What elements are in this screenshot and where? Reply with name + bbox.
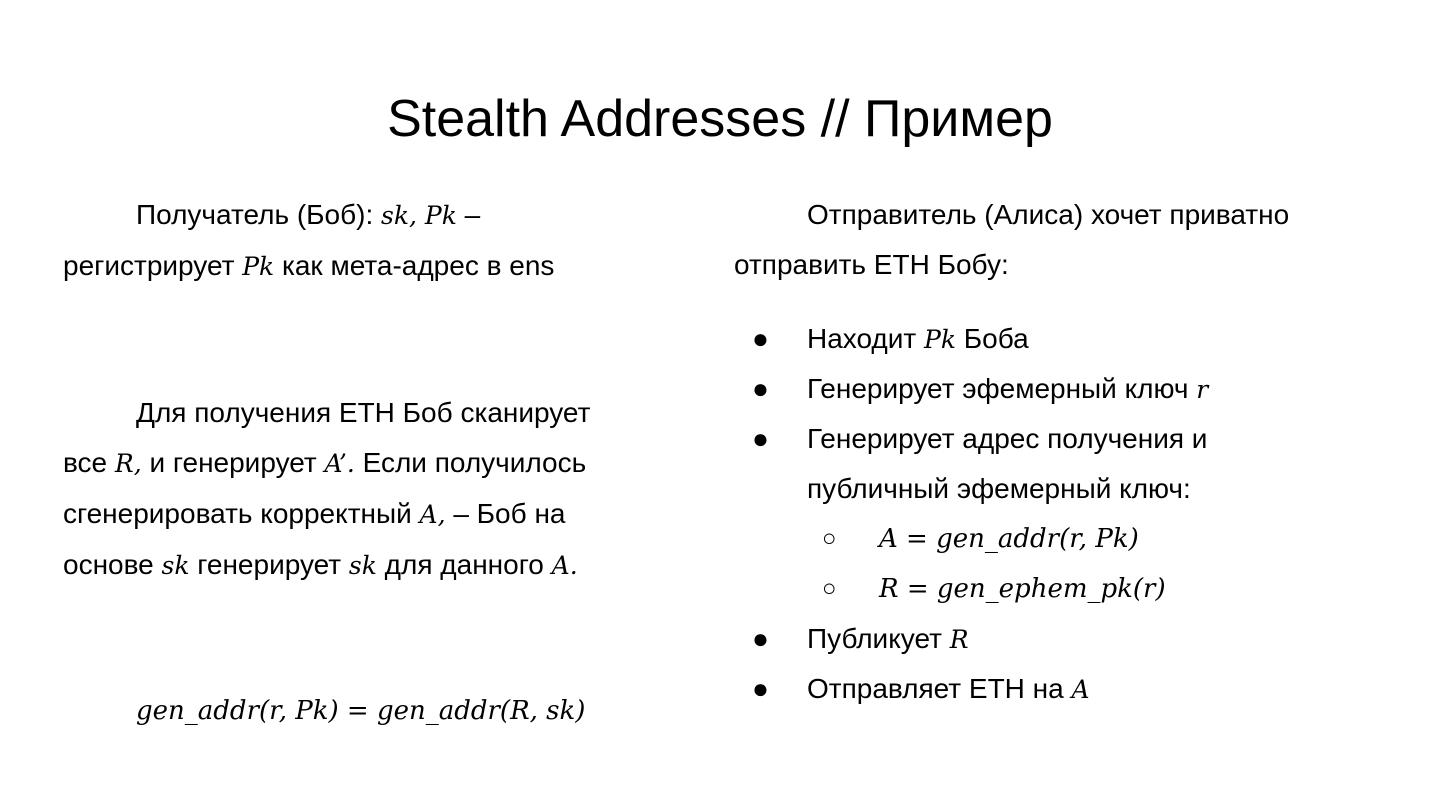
- bullet-icon: ●: [752, 323, 769, 354]
- math-a-prime: A’.: [324, 449, 355, 478]
- list-item: Генерирует эфемерный ключ r: [807, 373, 1209, 404]
- scan-paragraph: Для получения ETH Боб сканирует все R, и генерирует A’. Если получилось сгенерировать корректный A, – Боб на основе sk генерирует sk для данного A.: [63, 397, 591, 580]
- math-a: A.: [551, 551, 578, 580]
- list-item: Отправляет ETH на A: [807, 673, 1090, 704]
- list-item: Публикует R: [807, 623, 969, 654]
- slide-title: Stealth Addresses // Пример: [387, 90, 1053, 148]
- list-item: Находит Pk Боба: [807, 323, 1029, 354]
- math-r: R,: [114, 449, 142, 478]
- math-sk: sk: [161, 551, 190, 580]
- math-a: A,: [419, 500, 446, 529]
- equality-formula: gen_addr(r, Pk) = gen_addr(R, sk): [136, 696, 586, 726]
- receiver-paragraph: Получатель (Боб): sk, Pk – регистрирует Pk как мета-адрес в ens: [63, 199, 555, 281]
- sender-intro: Отправитель (Алиса) хочет приватно отправить ETH Бобу:: [734, 199, 1290, 280]
- bullet-icon: ●: [752, 623, 769, 654]
- math-sk: sk: [348, 551, 377, 580]
- circle-bullet-icon: ○: [822, 575, 837, 602]
- sub-list-item: R = gen_ephem_pk(r): [879, 574, 1166, 604]
- circle-bullet-icon: ○: [822, 525, 837, 552]
- bullet-icon: ●: [752, 673, 769, 704]
- bullet-icon: ●: [752, 423, 769, 454]
- bullet-icon: ●: [752, 373, 769, 404]
- sub-list-item: A = gen_addr(r, Pk): [879, 524, 1139, 554]
- list-item: Генерирует адрес получения и публичный эфемерный ключ:: [807, 423, 1208, 504]
- math-keys: sk, Pk: [381, 201, 457, 230]
- math-pk: Pk: [242, 252, 275, 281]
